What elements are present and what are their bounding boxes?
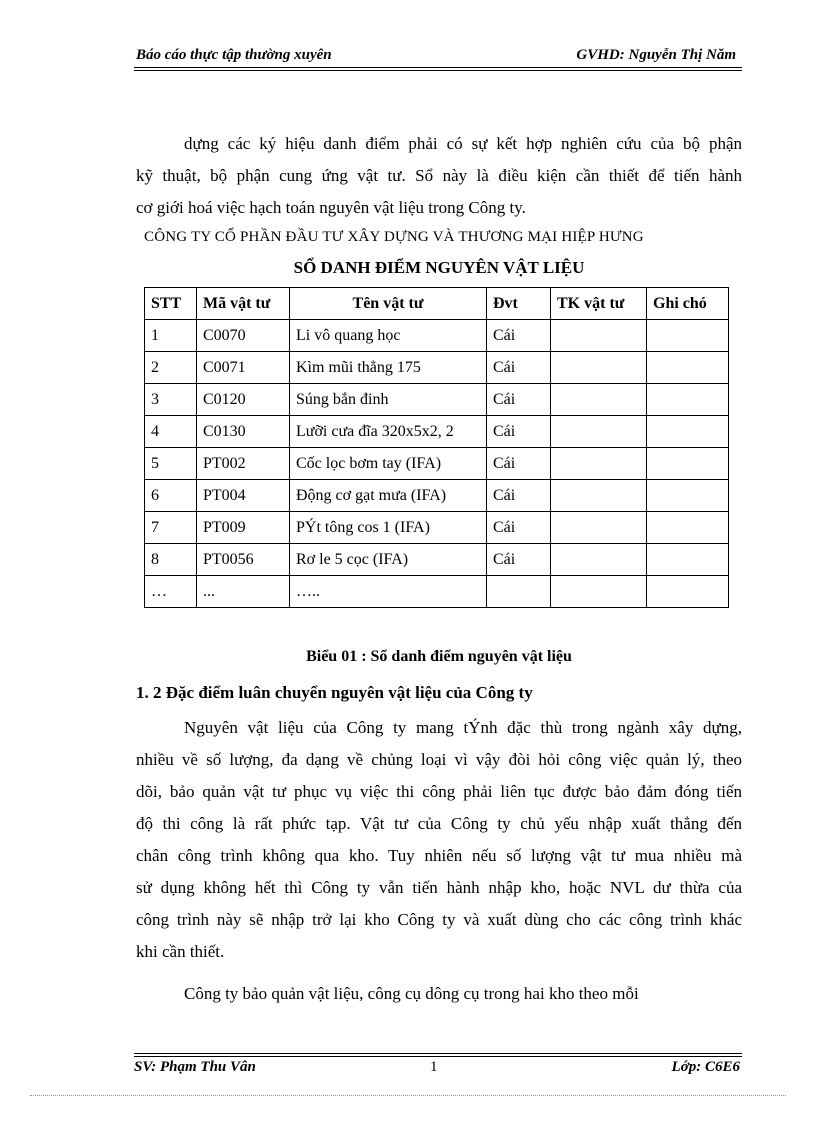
cell-unit bbox=[487, 576, 551, 608]
text-line: công trình này sẽ nhập trở lại kho Công ty và xuất dùng cho các công trình khác bbox=[136, 910, 742, 929]
cell-unit: Cái bbox=[487, 416, 551, 448]
cell-note bbox=[647, 384, 729, 416]
cell-account bbox=[551, 544, 647, 576]
cell-name: Động cơ gạt mưa (IFA) bbox=[290, 480, 487, 512]
section-heading: 1. 2 Đặc điểm luân chuyển nguyên vật liệu của Công ty bbox=[136, 683, 533, 702]
text-line: dõi, bảo quản vật tư phục vụ việc thi công phải liên tục được bảo đảm đóng tiến bbox=[136, 782, 742, 801]
col-header-name: Tên vật tư bbox=[290, 288, 487, 320]
table-row bbox=[145, 512, 729, 544]
text-line: dựng các ký hiệu danh điểm phải có sự kết hợp nghiên cứu của bộ phận bbox=[184, 134, 742, 153]
company-name: CÔNG TY CỔ PHẦN ĐẦU TƯ XÂY DỰNG VÀ THƯƠNG MẠI HIỆP HƯNG bbox=[144, 229, 644, 245]
cell-unit: Cái bbox=[487, 320, 551, 352]
cell-account bbox=[551, 512, 647, 544]
cell-code: C0070 bbox=[197, 320, 290, 352]
cell-unit: Cái bbox=[487, 448, 551, 480]
table-row bbox=[145, 576, 729, 608]
col-header-stt: STT bbox=[145, 288, 197, 320]
cell-note bbox=[647, 544, 729, 576]
cell-unit: Cái bbox=[487, 544, 551, 576]
col-header-code: Mã vật tư bbox=[197, 288, 290, 320]
page-edge-marker bbox=[30, 1095, 786, 1096]
cell-code: C0120 bbox=[197, 384, 290, 416]
cell-name: PÝt tông cos 1 (IFA) bbox=[290, 512, 487, 544]
cell-stt: 2 bbox=[145, 352, 197, 384]
text-line: khi cần thiết. bbox=[136, 942, 225, 961]
cell-name: Lưỡi cưa đĩa 320x5x2, 2 bbox=[290, 416, 487, 448]
footer-rule bbox=[134, 1056, 742, 1057]
text-line: cơ giới hoá việc hạch toán nguyên vật liệu trong Công ty. bbox=[136, 198, 526, 217]
cell-note bbox=[647, 480, 729, 512]
cell-code: ... bbox=[197, 576, 290, 608]
cell-stt: 8 bbox=[145, 544, 197, 576]
cell-note bbox=[647, 512, 729, 544]
materials-table bbox=[144, 287, 729, 608]
cell-code: C0130 bbox=[197, 416, 290, 448]
footer-student: SV: Phạm Thu Vân bbox=[134, 1059, 256, 1075]
cell-name: Kìm mũi thẳng 175 bbox=[290, 352, 487, 384]
cell-account bbox=[551, 480, 647, 512]
page-header bbox=[134, 44, 740, 68]
header-rule bbox=[134, 70, 742, 71]
cell-unit: Cái bbox=[487, 384, 551, 416]
table-row bbox=[145, 448, 729, 480]
cell-stt: 7 bbox=[145, 512, 197, 544]
cell-stt: 5 bbox=[145, 448, 197, 480]
text-line: chân công trình không qua kho. Tuy nhiên nếu số lượng vật tư mua nhiều mà bbox=[136, 846, 742, 865]
text-line: kỹ thuật, bộ phận cung ứng vật tư. Sổ này là điều kiện cần thiết để tiến hành bbox=[136, 166, 742, 185]
col-header-note: Ghi chó bbox=[647, 288, 729, 320]
text-line: Công ty bảo quản vật liệu, công cụ dông cụ trong hai kho theo mỗi bbox=[184, 984, 639, 1003]
table-row bbox=[145, 320, 729, 352]
cell-unit: Cái bbox=[487, 480, 551, 512]
cell-code: PT009 bbox=[197, 512, 290, 544]
cell-name: Li vô quang học bbox=[290, 320, 487, 352]
footer-class: Lớp: C6E6 bbox=[671, 1059, 740, 1075]
cell-note bbox=[647, 320, 729, 352]
footer-rule bbox=[134, 1053, 742, 1054]
table-caption: Biểu 01 : Sổ danh điểm nguyên vật liệu bbox=[306, 648, 572, 665]
text-line: sử dụng không hết thì Công ty vẫn tiến hành nhập kho, hoặc NVL dư thừa của bbox=[136, 878, 742, 897]
intro-paragraph bbox=[136, 128, 742, 224]
text-line: độ thi công là rất phức tạp. Vật tư của Công ty chủ yếu nhập xuất thẳng đến bbox=[136, 814, 742, 833]
cell-name: Súng bắn đinh bbox=[290, 384, 487, 416]
cell-name: Rơ le 5 cọc (IFA) bbox=[290, 544, 487, 576]
page-number: 1 bbox=[430, 1059, 438, 1075]
col-header-unit: Đvt bbox=[487, 288, 551, 320]
cell-stt: 3 bbox=[145, 384, 197, 416]
cell-account bbox=[551, 352, 647, 384]
cell-stt: 1 bbox=[145, 320, 197, 352]
cell-stt: 4 bbox=[145, 416, 197, 448]
header-report-title: Báo cáo thực tập thường xuyên bbox=[136, 47, 332, 63]
cell-account bbox=[551, 384, 647, 416]
cell-stt: … bbox=[145, 576, 197, 608]
cell-code: PT004 bbox=[197, 480, 290, 512]
cell-code: C0071 bbox=[197, 352, 290, 384]
cell-name: ….. bbox=[290, 576, 487, 608]
cell-note bbox=[647, 416, 729, 448]
table-title: SỔ DANH ĐIỂM NGUYÊN VẬT LIỆU bbox=[293, 258, 585, 277]
table-row bbox=[145, 416, 729, 448]
cell-code: PT0056 bbox=[197, 544, 290, 576]
table-row bbox=[145, 352, 729, 384]
cell-account bbox=[551, 320, 647, 352]
col-header-account: TK vật tư bbox=[551, 288, 647, 320]
cell-code: PT002 bbox=[197, 448, 290, 480]
body-paragraph bbox=[136, 712, 742, 968]
cell-unit: Cái bbox=[487, 512, 551, 544]
table-header-row bbox=[145, 288, 729, 320]
table-row bbox=[145, 384, 729, 416]
cell-unit: Cái bbox=[487, 352, 551, 384]
header-supervisor: GVHD: Nguyễn Thị Năm bbox=[576, 47, 736, 63]
cell-note bbox=[647, 576, 729, 608]
body-paragraph bbox=[136, 978, 742, 1010]
cell-account bbox=[551, 448, 647, 480]
cell-name: Cốc lọc bơm tay (IFA) bbox=[290, 448, 487, 480]
cell-account bbox=[551, 416, 647, 448]
text-line: nhiều về số lượng, đa dạng về chủng loại vì vậy đòi hỏi công việc quản lý, theo bbox=[136, 750, 742, 769]
cell-note bbox=[647, 448, 729, 480]
cell-stt: 6 bbox=[145, 480, 197, 512]
text-line: Nguyên vật liệu của Công ty mang tÝnh đặc thù trong ngành xây dựng, bbox=[184, 718, 742, 737]
header-rule bbox=[134, 67, 742, 68]
cell-note bbox=[647, 352, 729, 384]
table-row bbox=[145, 544, 729, 576]
cell-account bbox=[551, 576, 647, 608]
table-row bbox=[145, 480, 729, 512]
